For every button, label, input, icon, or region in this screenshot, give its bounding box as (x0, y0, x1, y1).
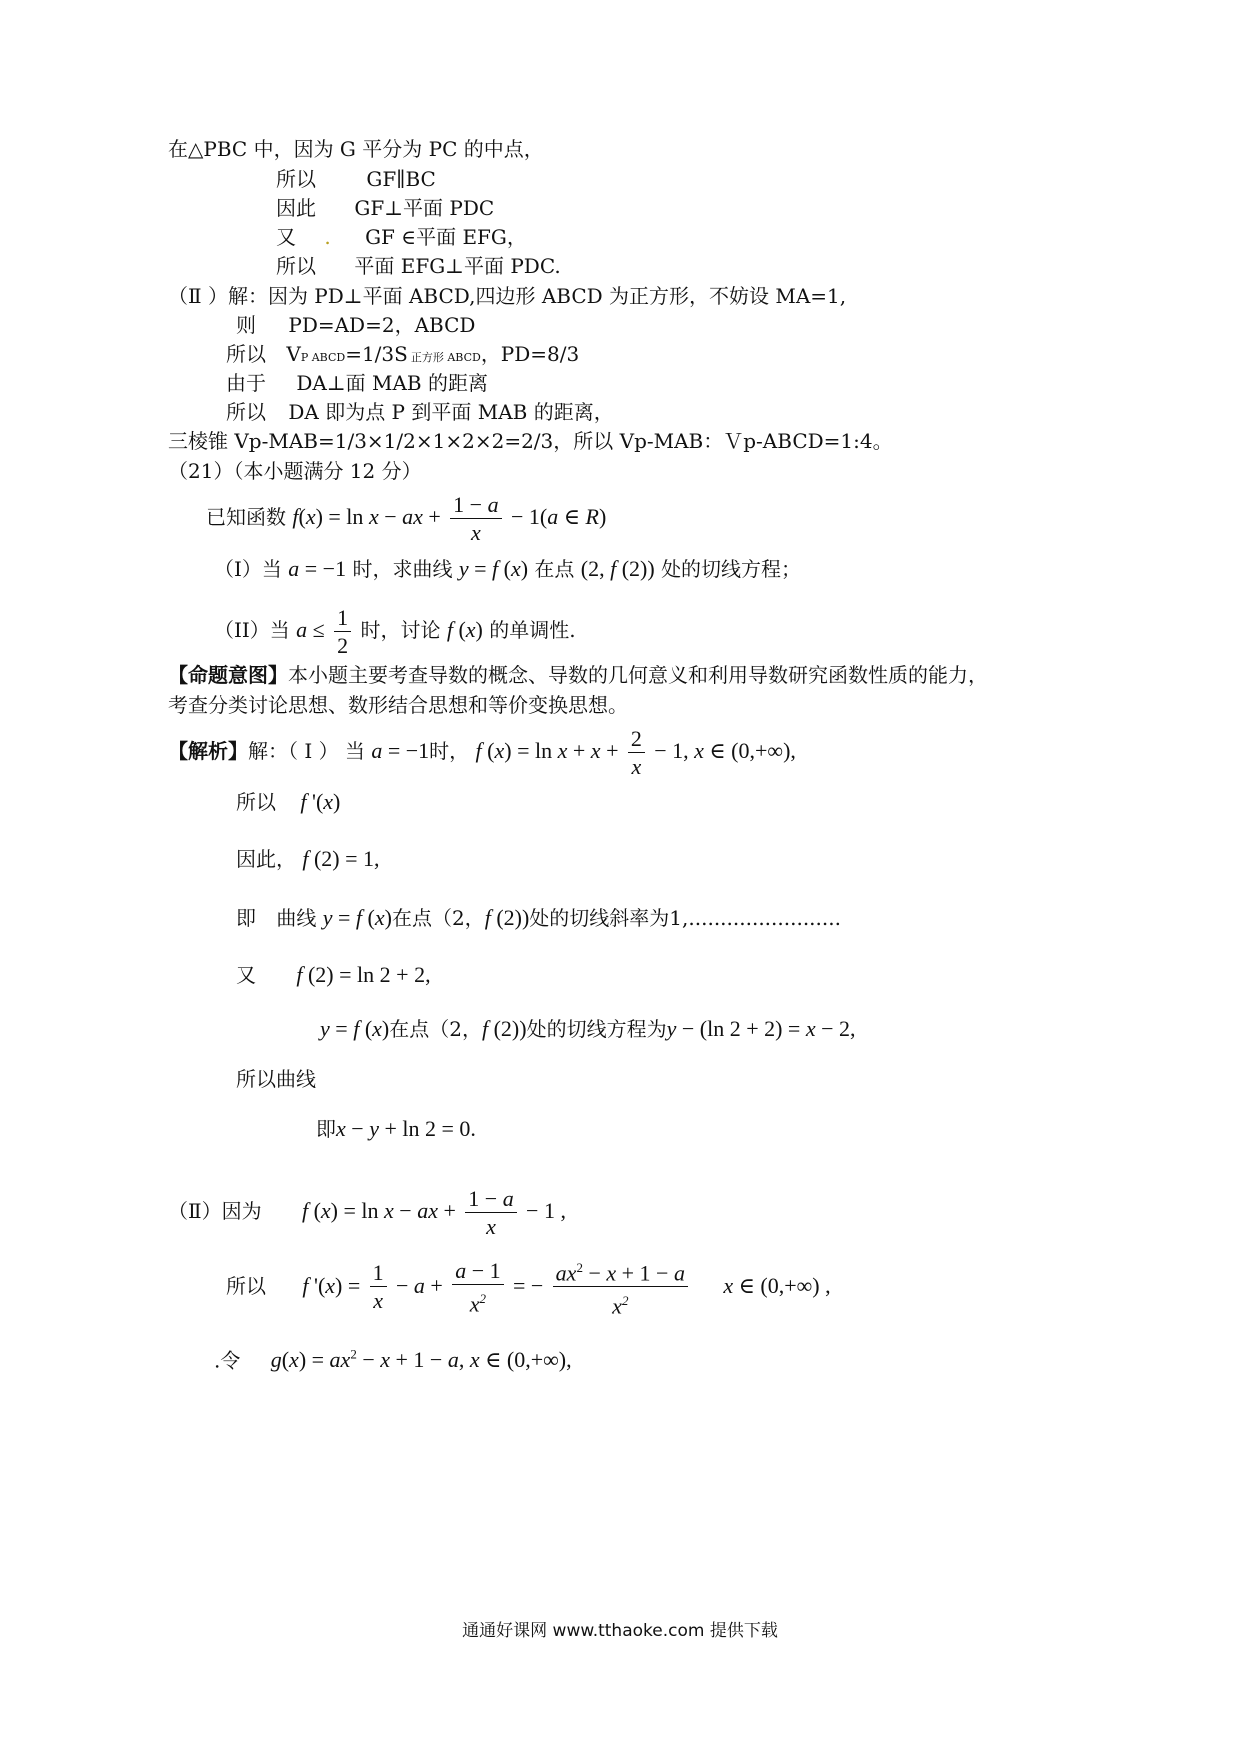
text: GF⊥平面 PDC (354, 196, 495, 220)
line-intent-1 (168, 662, 988, 688)
text: 解：（ I ） 当 (248, 739, 365, 763)
text: 所以曲线 (236, 1067, 316, 1091)
formula: − 1(a ∈ R) (510, 504, 607, 529)
text: DA⊥面 MAB 的距离 (296, 371, 488, 395)
label: 即 (236, 906, 256, 930)
fraction: $\frac{2}{x}$ (628, 727, 645, 779)
text: 处的切线方程为 (526, 1017, 667, 1041)
line-da-perp (226, 370, 488, 396)
text: 时， (429, 739, 470, 763)
formula: f(x) = ln x − ax + (292, 504, 441, 529)
formula: f (2)) (484, 905, 530, 930)
line-gf-perp (276, 195, 494, 221)
subscript: 正方形 ABCD (410, 351, 481, 364)
footer-source: 通通好课网 www.tthaoke.com 提供下载 (462, 1621, 778, 1641)
solution-tag: 【解析】 (168, 739, 248, 763)
line-so-curve (236, 1066, 316, 1092)
text: （I）当 (214, 557, 282, 581)
line-question-1 (214, 556, 801, 582)
formula: f '(x) = (302, 1272, 361, 1298)
text: 的单调性. (489, 618, 576, 642)
fraction: $\frac{1 - a}{x}$ (450, 493, 501, 545)
formula: (2, f (2)) (580, 556, 655, 581)
line-derivative (236, 789, 340, 815)
line-let-g (214, 1342, 572, 1373)
text: （Ⅱ ）解：因为 PD⊥平面 ABCD,四边形 ABCD 为正方形，不妨设 MA=1, (168, 284, 847, 308)
subscript: P ABCD (300, 351, 346, 364)
fraction: $\frac{1 - a}{x}$ (465, 1187, 516, 1239)
text: （21）（本小题满分 12 分） (168, 459, 422, 483)
line-gf-in-plane (276, 224, 527, 250)
fraction: $\frac{1}{2}$ (334, 606, 351, 658)
line-slope (236, 905, 841, 931)
line-f-2 (236, 962, 431, 988)
label: .令 (214, 1348, 241, 1373)
formula: f '(x) (300, 789, 341, 814)
formula: a = −1 (288, 556, 347, 581)
formula: f (2) = 1, (302, 846, 380, 871)
text: （II）当 (214, 618, 290, 642)
formula: = − (512, 1272, 544, 1298)
line-tangent-eq (320, 1016, 856, 1042)
formula: − 1, x ∈ (0,+∞), (654, 738, 796, 763)
formula: y = f (x) (458, 556, 529, 581)
label: 所以 (276, 167, 316, 191)
formula: x − y + ln 2 = 0. (336, 1116, 476, 1141)
text: DA 即为点 P 到平面 MAB 的距离， (288, 400, 614, 424)
text: V (286, 342, 301, 366)
text: 处的切线斜率为1, (529, 906, 689, 930)
text: 在点（2， (391, 906, 485, 930)
formula: a ≤ (296, 617, 325, 642)
label: 所以 (236, 790, 276, 814)
formula: a = −1 (371, 738, 430, 763)
formula: − 1 , (526, 1198, 566, 1223)
label: 所以 (226, 400, 266, 424)
text: =1/3S (345, 342, 408, 366)
intent-tag: 【命题意图】 (168, 663, 288, 687)
line-part2-because (168, 1184, 566, 1239)
label: 因此， (236, 847, 296, 871)
formula: f (x) (446, 617, 483, 642)
formula: f (2) = ln 2 + 2, (296, 962, 431, 987)
formula: y = f (x) (320, 1016, 390, 1041)
text: 平面 EFG⊥平面 PDC. (354, 254, 561, 278)
label: 所以 (226, 1273, 266, 1298)
text: 处的切线方程； (661, 557, 802, 581)
text: 在△PBC 中，因为 G 平分为 PC 的中点， (168, 137, 544, 161)
fraction: $\frac{a - 1}{x^2}$ (452, 1259, 503, 1316)
formula: f (x) = ln x − ax + (301, 1198, 456, 1223)
formula: f (x) = ln x + x + (475, 738, 619, 763)
line-question-2 (214, 603, 576, 658)
line-da-distance (226, 399, 614, 425)
label: 则 (236, 313, 256, 337)
line-part2-intro (168, 283, 846, 309)
line-pd-ad (236, 312, 475, 338)
text: GF∥BC (366, 167, 436, 191)
label: 已知函数 (206, 505, 286, 529)
text: 本小题主要考查导数的概念、导数的几何意义和利用导数研究函数性质的能力， (288, 663, 988, 687)
label: 又 (236, 963, 256, 987)
text: PD=AD=2，ABCD (288, 313, 476, 337)
line-gf-parallel (276, 166, 436, 192)
label: 即 (316, 1117, 336, 1141)
label: （Ⅱ）因为 (168, 1199, 262, 1223)
formula: − a + (396, 1272, 443, 1298)
formula: $g(x) = ax^2 - x + 1 - a$, x ∈ (0,+∞), (270, 1347, 572, 1373)
text: GF ∈平面 EFG， (365, 225, 527, 249)
text: 在点（2， (389, 1017, 482, 1041)
formula: f (2)) (481, 1016, 527, 1041)
line-pyramid-ratio (168, 428, 893, 454)
label: 由于 (226, 371, 266, 395)
text: 考查分类讨论思想、数形结合思想和等价变换思想。 (168, 693, 628, 717)
line-problem-21 (168, 458, 422, 484)
text: 在点 (534, 557, 575, 581)
line-triangle-pbc (168, 136, 544, 162)
text: 时，求曲线 (352, 557, 453, 581)
text: 时，讨论 (360, 618, 441, 642)
line-part2-derivative (226, 1256, 831, 1319)
line-f-prime-2 (236, 846, 380, 872)
text: ，PD=8/3 (480, 342, 580, 366)
dots: ........................ (688, 906, 841, 930)
line-solution-1 (168, 724, 796, 779)
line-planes-perp (276, 253, 561, 279)
text: 曲线 (276, 906, 317, 930)
fraction: $\frac{ax^2 - x + 1 - a}{x^2}$ (553, 1256, 688, 1319)
line-volume (226, 341, 579, 371)
text: 三棱锥 Vp-MAB=1/3×1/2×1×2×2=2/3，所以 Vp-MAB：Ｖp-ABCD=1:4。 (168, 429, 893, 453)
label: 所以 (276, 254, 316, 278)
line-intent-2 (168, 692, 628, 718)
formula: y − (ln 2 + 2) = x − 2, (666, 1016, 856, 1041)
label: 因此 (276, 196, 316, 220)
formula: y = f (x) (322, 905, 392, 930)
stray-dot: . (324, 225, 331, 249)
fraction: $\frac{1}{x}$ (370, 1261, 387, 1313)
formula: x ∈ (0,+∞) , (723, 1272, 831, 1298)
line-final-eq (316, 1116, 476, 1142)
label: 又 (276, 225, 296, 249)
line-function-def (206, 490, 606, 545)
label: 所以 (226, 342, 266, 366)
